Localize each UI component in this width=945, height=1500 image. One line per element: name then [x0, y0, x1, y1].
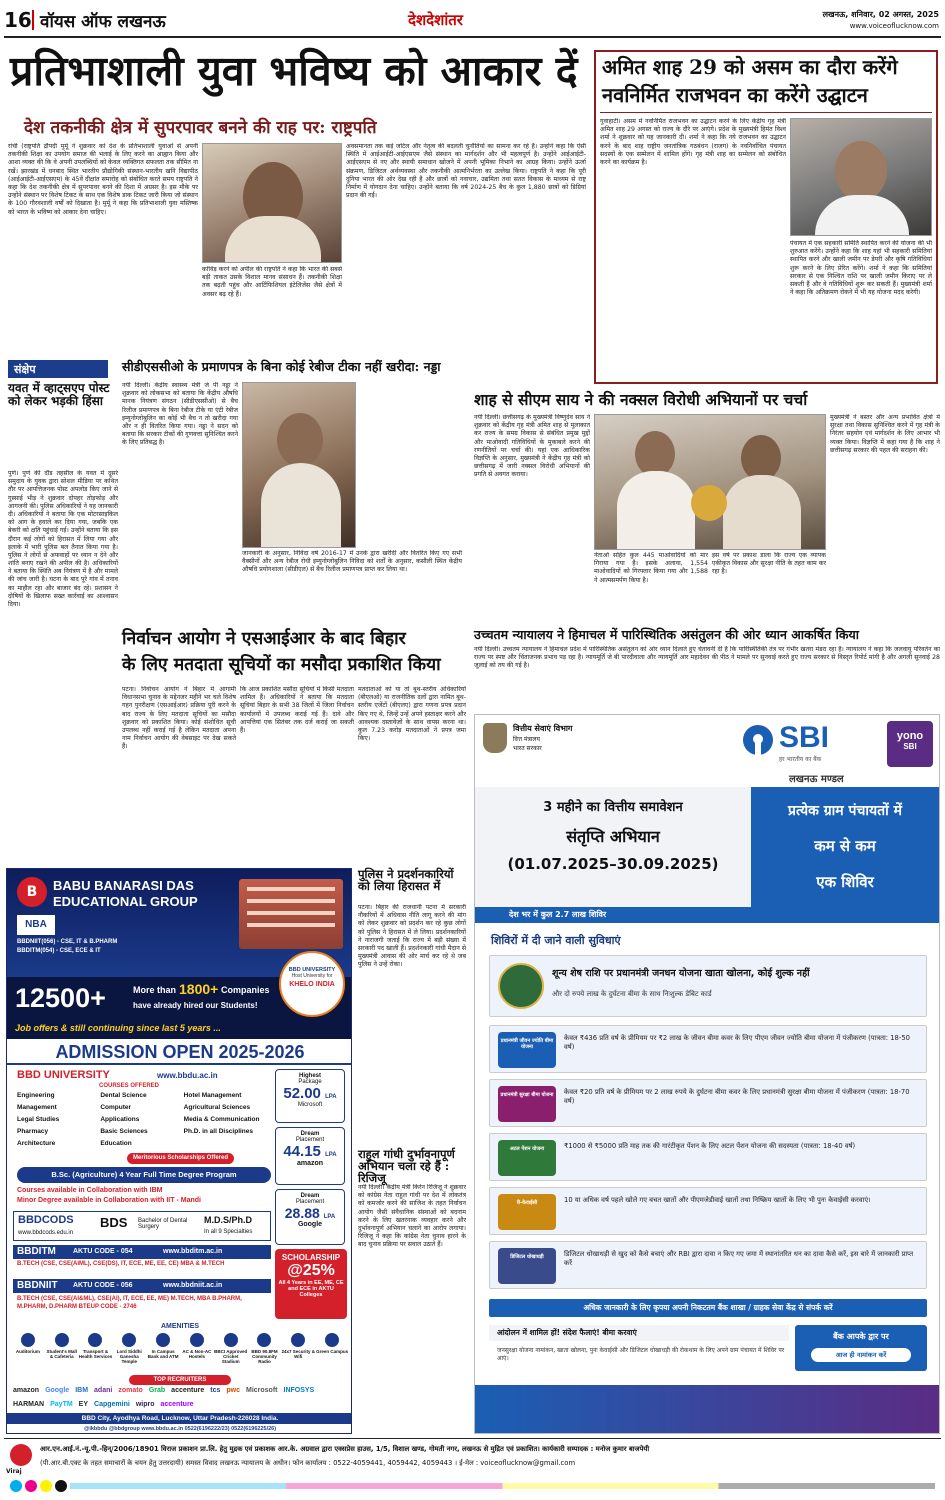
- bbd-tagline: Job offers & still continuing since last 5 years ...: [7, 1023, 352, 1039]
- recruiter-logo: INFOSYS: [283, 1387, 315, 1394]
- package-dream-2: [275, 1189, 345, 1245]
- lead-headline: प्रतिभाशाली युवा भविष्य को आकार दें: [10, 47, 578, 95]
- pkg-lpa-3: LPA: [323, 1214, 336, 1220]
- scheme-badge-icon: प्रधानमंत्री जीवन ज्योति बीमा योजना: [498, 1032, 556, 1068]
- bbd-address: BBD City, Ayodhya Road, Lucknow, Uttar Pradesh-226028 India.: [7, 1413, 352, 1424]
- service-card: [489, 1025, 927, 1073]
- services-title: शिविरों में दी जाने वाली सुविधाएं: [491, 934, 621, 947]
- gp-line-1: प्रत्येक ग्राम पंचायतों में: [788, 803, 902, 819]
- box1-headline-2: नवनिर्मित राजभवन का करेंगे उद्घाटन: [602, 83, 868, 107]
- dept-line-1: वित्तीय सेवाएं विभाग: [513, 724, 573, 733]
- course-item: Media & Communication: [183, 1116, 260, 1123]
- pmjdy-logo-icon: [498, 963, 544, 1009]
- amenity-label: Lord Siddhi Ganesha Temple: [116, 1349, 142, 1364]
- course-item: Agricultural Sciences: [183, 1104, 251, 1111]
- amenity-label: Student's Mall & Cafeteria: [46, 1349, 77, 1359]
- course-item: Pharmacy: [17, 1128, 49, 1135]
- court-body: नयी दिल्ली। उच्चतम न्यायालय ने हिमाचल प्रदेश में पारिस्थितिक असंतुलन को ओर ध्यान दिलाते हुए चेतावनी दी है कि पारिस्थितिकी तंत्र पर गंभीर खतरा मंडरा रहा है। न्यायालय ने कहा कि जलवायु परिवर्तन का राज्य पर स्पष्ट और चिंताजनक प्रभाव पड़ रहा है। न्यायमूर्ति जे बी पारदीवाला और न्यायमूर्ति आर महादेवन की पीठ ने मामले पर सुनवाई करते हुए राज्य सरकार से विस्तृत रिपोर्ट मांगी है और अगली सुनवाई 28 जुलाई को तय की गई है।: [474, 646, 940, 670]
- scholarship-box: [275, 1249, 347, 1319]
- nadda-photo: [242, 382, 356, 548]
- amenity-label: BBD 90.8FM Community Radio: [251, 1349, 278, 1364]
- pkg-value-3: 28.88: [284, 1205, 320, 1221]
- nba-line-2: BBDITM(054) - CSE, ECE & IT: [17, 948, 101, 954]
- recruiter-logo: IBM: [75, 1387, 89, 1394]
- host-line-1: BBD UNIVERSITY: [288, 967, 336, 973]
- campus-building: [239, 879, 343, 949]
- admission-banner: ADMISSION OPEN 2025-2026: [7, 1039, 352, 1065]
- police-body: पटना। बिहार की राजधानी पटना में सरकारी नौकरियों में अधिवास नीति लागू करने की मांग को लेकर शुक्रवार को प्रदर्शन कर रहे कुछ लोगों को पुलिस ने हिरासत में ले लिया। प्रदर्शनकारियों ने नाराजगी जताई कि राज्य में बड़ी संख्या में सरकारी पद खाली हैं। प्रदर्शनकारी गांधी मैदान से मुख्यमंत्री आवास की ओर मार्च कर रहे थे जब पुलिस ने उन्हें रोका।: [358, 904, 466, 969]
- service-text: डिजिटल धोखाधड़ी से खुद को कैसे बचाएं और RBI द्वारा दावा न किए गए जमा में स्थानांतरित धन का दावा कैसे करें, इस बारे में जानकारी प्राप्त करें: [564, 1250, 914, 1268]
- contact-strip: अधिक जानकारी के लिए कृपया अपनी निकटतम बैंक शाखा / ग्राहक सेवा केंद्र से संपर्क करें: [489, 1299, 927, 1317]
- pkg-lpa-1: LPA: [325, 1094, 337, 1100]
- recruiter-logo: accenture: [171, 1387, 205, 1394]
- pkg-label-placement: Placement: [295, 1137, 325, 1143]
- scholarship-pct: @25%: [287, 1262, 335, 1279]
- amit-shah-box: [594, 50, 938, 384]
- bbditm-url[interactable]: www.bbditm.ac.in: [163, 1248, 223, 1255]
- nba-line-1: BBDNIIT(056) - CSE, IT & B.PHARM: [17, 939, 118, 945]
- yono-text: yono: [896, 730, 924, 742]
- amenity-icon: [21, 1333, 35, 1347]
- pkg-value-2: 44.15: [283, 1143, 321, 1160]
- yono-logo: [887, 721, 933, 767]
- dept-line-3: भारत सरकार: [513, 745, 542, 752]
- campaign-line-2: संतृप्ति अभियान: [566, 827, 660, 846]
- amenity-label: BBCI Approved Cricket Stadium: [214, 1349, 248, 1364]
- pmjdy-sub: और दो रुपये लाख के दुर्घटना बीमा के साथ निःशुल्क डेबिट कार्ड: [552, 990, 712, 998]
- scheme-badge-icon: अटल पेंशन योजना: [498, 1140, 556, 1176]
- footer-rule: [4, 1438, 941, 1439]
- service-text: ₹1000 से ₹5000 प्रति माह तक की गारंटीकृत पेंशन के लिए अटल पेंशन योजना की सदस्यता (पात्रता: 18-40 वर्ष): [564, 1142, 856, 1150]
- amenity-icon: [224, 1333, 238, 1347]
- bbdcods-row: [13, 1211, 271, 1241]
- lead-col-1: रांची (राष्ट्रपति द्रौपदी मुर्मू ने शुक्रवार को देश के प्रतिभाशाली युवाओं से अपनी तकनीकी शिक्षा का उपयोग समाज की भलाई के लिए करने का आह्वान किया और आशा व्यक्त की कि वे अपनी उपलब्धियों को केवल व्यक्तिगत सफलता तक सीमित ना रखें। झारखंड में धनबाद स्थित भारतीय प्रौद्योगिकी संस्थान-भारतीय खनि विद्यापीठ (आईआईटी-आईएसएम) के 45वें दीक्षांत समारोह को संबोधित करते समय राष्ट्रपति ने कहा कि देश तकनीकी क्षेत्र में सुपरपावर बनने की दिशा में अग्रसर है। इस मौके पर उन्होंने संस्थान पर विशेष टिकट के साथ एक विशेष डाक टिकट जारी किया जो संस्थान के 100 गौरवशाली वर्षों को दिखाता है। मुर्मू ने कहा कि प्रतिभाशाली युवा मस्तिष्क को भारत के भविष्य को आकार देना चाहिए।: [8, 143, 198, 216]
- mds-label: M.D.S/Ph.D: [204, 1215, 253, 1225]
- recruiter-logo: Google: [45, 1387, 70, 1394]
- sbi-logo-icon: [743, 725, 773, 755]
- lead-col-2: अवसमानता तक कई जटिल और नेतृत्व की बदलती चुनौतियों का सामना कर रहे हैं। उन्होंने कहा कि ऐसी स्थिति में आईआईटी-आईएसएम जैसे संस्थान का मार्गदर्शन और भी महत्वपूर्ण है। उन्होंने आईआईटी-आईएसएम से नए और स्थायी समाधान खोजने में अपनी भूमिका निभाने का आग्रह किया। उन्होंने ऊर्जा संक्रमण, डिजिटल अर्थव्यवस्था और तकनीकी आत्मनिर्भरता का उल्लेख किया। राष्ट्रपति ने कहा कि पूरी दुनिया भारत की ओर देख रही है और छात्रों को नवाचार, उद्यमिता तथा सतत विकास के माध्यम से राष्ट्र निर्माण में योगदान देना चाहिए। उन्होंने बताया कि वर्ष 2024-25 बैच के कुल 1,880 छात्रों को डिग्रियां प्रदान की गईं।: [346, 143, 586, 200]
- service-card: [489, 1187, 927, 1235]
- amenity-icon: [190, 1333, 204, 1347]
- recruiters-logos: [13, 1387, 347, 1413]
- host-line-2: Host University for: [291, 973, 333, 979]
- shah-cm-col-4: इस वर्ष पर प्रकाश डाला कि राज्य एक व्यापक एकीकृत विकास और सुरक्षा नीति के तहत काम कर रहा है।: [712, 552, 826, 576]
- sbi-tagline: हर भारतीय का बैंक: [779, 756, 822, 763]
- amenity-icon: [325, 1333, 339, 1347]
- pkg-label-placement-2: Placement: [295, 1199, 325, 1205]
- masthead: [0, 0, 945, 38]
- bbd-brand-1: BABU BANARASI DAS: [53, 878, 194, 893]
- amenity-label: Auditorium: [15, 1349, 40, 1354]
- course-item: Applications: [100, 1116, 140, 1123]
- gp-line-2: कम से कम: [814, 837, 876, 855]
- lead-subhead: देश तकनीकी क्षेत्र में सुपरपावर बनने की राह पर: राष्ट्रपति: [24, 118, 377, 138]
- police-headline: पुलिस ने प्रदर्शनकारियों को लिया हिरासत में: [358, 867, 454, 894]
- amenity-label: Green Campus: [316, 1349, 349, 1354]
- rahul-body: नयी दिल्ली। केंद्रीय मंत्री किरेन रिजिजू ने शुक्रवार को कांग्रेस नेता राहुल गांधी पर देश में लोकतंत्र को कमजोर करने की साजिश के तहत निर्वाचन आयोग जैसी संवैधानिक संस्थाओं को बदनाम करने के लिए खतरनाक व्यवहार करने और दुर्भावनापूर्ण अभियान चलाने का आरोप लगाया। रिजिजू ने कहा कि कांग्रेस नेता चुनाव हारने के बाद चुनाव प्रक्रिया पर सवाल उठाते हैं।: [358, 1184, 466, 1249]
- shah-cm-headline: शाह से सीएम साय ने की नक्सल विरोधी अभियानों पर चर्चा: [474, 390, 808, 409]
- sbi-bottom-band: [475, 1385, 940, 1434]
- bbdniit-name: BBDNIIT: [17, 1280, 58, 1291]
- ec-headline-1: निर्वाचन आयोग ने एसआईआर के बाद बिहार: [122, 629, 406, 649]
- masthead-separator: [32, 10, 34, 30]
- recruiter-logo: wipro: [135, 1401, 155, 1408]
- course-item: Education: [100, 1140, 132, 1147]
- sbi-logo-text: SBI: [779, 721, 830, 754]
- ec-col-3: मतदाताओं को या तो बूथ-स्तरीय अधिकारियों (बीएलओ) या राजनीतिक दलों द्वारा नामित बूथ-स्तरीय एजेंटों (बीएलए) द्वारा गणना प्रपत्र प्रदान किए गए थे, जिन्हें उन्हें अपने हस्ताक्षर करने और आवश्यक दस्तावेजों के साथ वापस करना था। कुल 7.23 करोड़ मतदाताओं ने प्रपत्र जमा किए।: [358, 686, 466, 743]
- bbditm-courses: B.TECH (CSE, CSE(AIML), CSE(DS), IT, ECE, ME, EE, CE) MBA & M.TECH: [17, 1261, 225, 1267]
- merit-badge: Meritorious Scholarships Offered: [127, 1153, 234, 1164]
- course-item: Basic Sciences: [100, 1128, 148, 1135]
- campaign-panel: [475, 787, 751, 923]
- courses-offered-title: COURSES OFFERED: [99, 1083, 160, 1089]
- amenities-row: [11, 1333, 349, 1373]
- courses-grid: [17, 1091, 267, 1151]
- scheme-badge-icon: डिजिटल धोखाधड़ी: [498, 1248, 556, 1284]
- brief-tag: संक्षेप: [8, 360, 108, 378]
- bbditm-row: [13, 1245, 271, 1275]
- section-name: देशदेशांतर: [408, 11, 463, 29]
- cmyk-strip: [10, 1480, 935, 1494]
- nba-badge: NBA: [17, 915, 55, 935]
- univ-url[interactable]: www.bbdu.ac.in: [157, 1071, 218, 1080]
- amenity-icon: [156, 1333, 170, 1347]
- bds-label: BDS: [100, 1215, 128, 1230]
- package-dream-1: [275, 1127, 345, 1185]
- pkg-lpa-2: LPA: [325, 1152, 337, 1158]
- collab-iit: Minor Degree available in Collaboration with IIT - Mandi: [17, 1197, 201, 1204]
- bds-sub: Bachelor of Dental Surgery: [138, 1218, 188, 1230]
- pmjdy-card: [489, 955, 927, 1017]
- amenity-label: AC & Non-AC Hostels: [182, 1349, 212, 1359]
- brief-body: पुणे। पुणे की दौंड तहसील के यवत में दूसरे समुदाय के युवक द्वारा सोशल मीडिया पर कथित तौर पर आपत्तिजनक पोस्ट अपलोड किए जाने से गुस्साई भीड़ ने शुक्रवार दोपहर तोड़फोड़ और आगजनी की। पुलिस अधिकारियों ने यह जानकारी दी। अधिकारियों ने बताया कि एक मोटरसाइकिल को आग के हवाले कर दिया गया, जबकि एक बेकरी को क्षति पहुंचाई गई। उन्होंने बताया कि इस दौरान कई लोगों को हिरासत में लिया गया और इलाके में भारी पुलिस बल तैनात किया गया है। पुलिस ने लोगों से अफवाहों पर ध्यान न देने और शांति बनाए रखने की अपील की है। अधिकारियों ने बताया कि स्थिति अब नियंत्रण में है और मामले की जांच जारी है। घटना के बाद पूरे गांव में तनाव का माहौल रहा और बाजार बंद रहे। प्रशासन ने दोषियों के खिलाफ सख्त कार्रवाई का आश्वासन दिया।: [8, 470, 118, 608]
- bbdniit-code: AKTU CODE - 056: [73, 1282, 133, 1289]
- recruiter-logo: adani: [94, 1387, 113, 1394]
- ec-col-1: पटना। निर्वाचन आयोग ने बिहार में आगामी विधानसभा चुनाव के मद्देनजर महीने भर चले विशेष गहन पुनरीक्षण (एसआईआर) प्रक्रिया पूरी करने के बाद राज्य के लिए मतदाता सूचियों का मसौदा शुक्रवार को प्रकाशित किया। कोई संशोधित सूची उपलब्ध नहीं कराई गई है लेकिन मतदाता अपना नाम निर्वाचन आयोग की वेबसाइट पर देख सकते हैं।: [122, 686, 236, 751]
- shah-cm-col-1: नयी दिल्ली। छत्तीसगढ़ के मुख्यमंत्री विष्णुदेव साय ने शुक्रवार को केंद्रीय गृह मंत्री अमित शाह से मुलाकात कर राज्य के समग्र विकास से संबंधित प्रमुख मुद्दों और माओवादी गतिविधियों के मुकाबले करने की रणनीतियों पर चर्चा की। यहां एक आधिकारिक विज्ञप्ति के अनुसार, मुख्यमंत्री ने केंद्रीय गृह मंत्री को छत्तीसगढ़ में जारी नक्सल विरोधी अभियानों की प्रगति से अवगत कराया।: [474, 414, 590, 479]
- govt-emblem-icon: [483, 723, 507, 753]
- recruiter-logo: tcs: [210, 1387, 221, 1394]
- shah-cm-col-3: नेताओं सहित कुल 445 माओवादियों को मार गिराया गया है। इसके अलावा, 1,554 माओवादियों को गिरफ्तार किया गया और 1,588 ने आत्मसमर्पण किया है।: [594, 552, 708, 584]
- bbd-advertisement: [6, 868, 352, 1434]
- shah-cm-col-2: मुख्यमंत्री ने बस्तर और अन्य प्रभावित क्षेत्रों में सुरक्षा तथा विकास सुनिश्चित करने में गृह मंत्री के निरंतर सहयोग एवं मार्गदर्शन के लिए आभार भी व्यक्त किया। विज्ञप्ति में कहा गया है कि शाह ने छत्तीसगढ़ सरकार की पहल की सराहना की।: [830, 414, 940, 454]
- service-text: 10 या अधिक वर्ष पहले खोले गए बचत खातों और पीएमजेडीवाई खातों तथा निष्क्रिय खातों के लिए भी पुनः केवाईसी करवाएं।: [564, 1196, 871, 1204]
- course-item: Hotel Management: [183, 1092, 242, 1099]
- recruiter-logo: accenture: [160, 1401, 194, 1408]
- recruiter-logo: pwc: [226, 1387, 240, 1394]
- bbd-brand-2: EDUCATIONAL GROUP: [53, 894, 198, 909]
- bbd-social: @ikbbdu @bbdgroup www.bbdu.ac.in 0522(6196222/23) 0522(6196225/26): [83, 1426, 277, 1432]
- campaign-dates: (01.07.2025–30.09.2025): [507, 855, 719, 873]
- recruiter-logo: Capgemini: [94, 1401, 130, 1408]
- campaign-line-1: 3 महीने का वित्तीय समावेशन: [543, 800, 683, 815]
- recruiter-logo: HARMAN: [13, 1401, 45, 1408]
- bbdniit-url[interactable]: www.bbdniit.ac.in: [163, 1282, 223, 1289]
- stat-text-3: have already hired our Students!: [133, 1001, 258, 1010]
- box1-col-2: पंचायत में एक सहकारी समिति स्थापित करने की योजना की भी शुरुआत करेंगे। उन्होंने कहा कि शाह यहां भी सहकारी समितियां स्थापित करने और खाली जमीन पर डेयरी और कृषि गतिविधियां शुरू करने के लिए प्रेरित करेंगे। शर्मा ने कहा कि समितियां सरकार से एक निश्चित राशि पर खाली जमीन किराए पर ले सकती हैं और वे गतिविधियों शुरू कर सकती हैं। मुख्यमंत्री शर्मा ने कहा कि अतिक्रमण रोकने में भी यह योजना मदद करेगी।: [790, 240, 932, 297]
- cta-title: बैंक आपके द्वार पर: [833, 1332, 889, 1341]
- pkg-company-3: Google: [297, 1221, 323, 1228]
- course-item: Management: [17, 1104, 57, 1111]
- amit-shah-photo: [790, 118, 932, 236]
- masthead-rule: [4, 36, 941, 38]
- host-line-3: KHELO INDIA: [289, 981, 335, 988]
- ec-headline-2: के लिए मतदाता सूचियों का मसौदा प्रकाशित किया: [122, 655, 441, 675]
- yono-sub: SBI: [903, 742, 917, 751]
- package-highest: [275, 1069, 345, 1123]
- president-photo: [202, 143, 342, 263]
- bbdniit-courses: B.TECH (CSE, CSE(AI&ML), CSE(AI), IT, ECE, EE, ME) M.TECH, MBA B.PHARM, M.PHARM, D.PHARM BTEUP CODE - 2746: [17, 1296, 242, 1310]
- camps-strip: देश भर में कुल 2.7 लाख शिविर: [475, 907, 751, 923]
- sbi-advertisement: [474, 714, 940, 1434]
- page-number: 16: [4, 8, 32, 32]
- court-headline: उच्चतम न्यायालय ने हिमाचल में पारिस्थितिक असंतुलन की ओर ध्यान आकर्षित किया: [474, 627, 859, 642]
- course-item: Dental Science: [100, 1092, 147, 1099]
- bbditm-name: BBDITM: [17, 1246, 56, 1257]
- recruiter-logo: zomato: [118, 1387, 143, 1394]
- lead-photo-caption: कोविड़ करने को अपील की राष्ट्रपति ने कहा कि भारत की सबसे बड़ी ताकत उसके विशाल मानव संसाधन हैं। तकनीकी शिक्षा तक बढ़ती पहुंच और आर्टिफिशियल इंटेलिजेंस जैसे क्षेत्रों में अवसर बढ़ रहे हैं।: [202, 266, 342, 298]
- pkg-label-1: Highest: [298, 1073, 321, 1079]
- stat-text-1: More than: [133, 985, 177, 995]
- course-item: Ph.D. in all Disciplines: [183, 1128, 254, 1135]
- pkg-company-2: amazon: [296, 1160, 324, 1167]
- pkg-label-2: Package: [298, 1079, 322, 1085]
- gp-panel: [751, 787, 939, 923]
- site-url[interactable]: www.voiceoflucknow.com: [849, 22, 939, 30]
- paper-name: वॉयस ऑफ लखनऊ: [40, 12, 166, 32]
- dept-line-2: वित्त मंत्रालय: [513, 736, 540, 743]
- recruiter-logo: Grab: [148, 1387, 166, 1394]
- amenity-icon: [88, 1333, 102, 1347]
- amenity-label: In Campus Bank and ATM: [147, 1349, 179, 1359]
- gp-line-3: एक शिविर: [816, 873, 874, 891]
- collab-ibm: Courses available in Collaboration with IBM: [17, 1187, 163, 1194]
- nadda-col-2: जानकारी के अनुसार, निविदा वर्ष 2016-17 में उनके द्वारा खरीदी और वितरित किए गए सभी वैक्सीनों और अन्य रेबीज रोधी इम्युनोग्लोबुलिन निविदा को शर्तों के अनुसार, कसौली स्थित केंद्रीय औषधि प्रयोगशाला (सीडीएल) से बैच रिलीज प्रमाणपत्र प्राप्त कर लिया था।: [242, 550, 462, 574]
- bbd-logo-icon: B: [17, 877, 47, 907]
- course-item: Engineering: [17, 1092, 55, 1099]
- recruiters-title: TOP RECRUITERS: [129, 1375, 231, 1385]
- bsc-banner: B.Sc. (Agriculture) 4 Year Full Time Degree Program: [17, 1167, 271, 1183]
- bbdcods-url[interactable]: www.bbdcods.edu.in: [18, 1230, 74, 1236]
- amenity-icon: [291, 1333, 305, 1347]
- viraj-logo-icon: [10, 1444, 32, 1466]
- course-item: Computer: [100, 1104, 132, 1111]
- bbdcods-name: BBDCODS: [18, 1214, 74, 1226]
- scholarship-title: SCHOLARSHIP: [281, 1253, 341, 1262]
- service-card: [489, 1241, 927, 1289]
- issue-date: लखनऊ, शनिवार, 02 अगस्त, 2025: [822, 10, 939, 19]
- ec-col-2: कि आज प्रकाशित मसौदा सूचियों में किसी मतदाता शामिल हैं। अधिकारियों ने बताया कि मतदाता सूचियां बिहार के सभी 38 जिलों में जिला निर्वाचन कार्यालयों में उपलब्ध कराई गई हैं। दावे और आपत्तियां एक सितंबर तक दर्ज कराई जा सकती हैं।: [240, 686, 354, 734]
- recruiter-logo: EY: [78, 1401, 89, 1408]
- campaign-join: आंदोलन में शामिल हों! संदेश फैलाएं! बीमा करवाएं: [489, 1325, 789, 1341]
- amenities-title: AMENITIES: [160, 1323, 200, 1330]
- bbd-stat-strip: [7, 967, 352, 1023]
- amenity-icon: [55, 1333, 69, 1347]
- service-card: [489, 1133, 927, 1181]
- box1-col-1: गुवाहाटी। असम में नवनिर्मित राजभवन का उद्घाटन करने के लिए केंद्रीय गृह मंत्री अमित शाह 29 अगस्त को राज्य के दौरे पर आएंगे। प्रदेश के मुख्यमंत्री हिमंत विश्व शर्मा ने शुक्रवार को यह जानकारी दी। शर्मा ने कहा कि नये राजभवन का उद्घाटन करने के बाद शाह राष्ट्रीय जनतांत्रिक गठबंधन (राजग) के नवनिर्वाचित पंचायत सदस्यों के एक सम्मेलन में शामिल होंगे। गृह मंत्री शाह का सम्मेलन को संबोधित करने का कार्यक्रम है।: [600, 118, 786, 166]
- scheme-badge-icon: री-केवाईसी: [498, 1194, 556, 1230]
- amenity-label: Transport & Health Services: [78, 1349, 113, 1359]
- amenity-label: 24x7 Security & Wifi: [281, 1349, 316, 1359]
- nadda-col-1: नयी दिल्ली। केंद्रीय स्वास्थ्य मंत्री जे पी नड्डा ने शुक्रवार को लोकसभा को बताया कि केंद्रीय औषधि मानक नियंत्रण संगठन (सीडीएससीओ) से बैच रिलीज प्रमाणपत्र के बिना रेबीज टीके या एंटी रेबीज इम्युनोग्लोबुलिन का कोई भी बैच न तो खरीदा गया और न ही वितरित किया गया। नड्डा ने सदन को बताया कि सरकार टीकों की गुणवत्ता सुनिश्चित करने के लिए प्रतिबद्ध है।: [122, 382, 238, 447]
- shah-cm-photo: [594, 414, 826, 550]
- pkg-label-dream: Dream: [300, 1131, 320, 1137]
- cta-box: [795, 1325, 927, 1371]
- box1-headline-1: अमित शाह 29 को असम का दौरा करेंगे: [602, 55, 898, 79]
- nadda-headline: सीडीएससीओ के प्रमाणपत्र के बिना कोई रेबीज टीका नहीं खरीदा: नड्डा: [122, 359, 441, 374]
- stat-big: 12500+: [15, 983, 106, 1013]
- stat-1800: 1800+: [179, 981, 219, 997]
- pkg-company-1: Microsoft: [297, 1102, 323, 1108]
- service-text: केवल ₹436 प्रति वर्ष के प्रीमियम पर ₹2 लाख के जीवन बीमा कवर के लिए पीएम जीवन ज्योति बीमा योजना में पंजीकरण (पात्रता: 18-50 वर्ष): [564, 1034, 910, 1052]
- recruiter-logo: Microsoft: [246, 1387, 278, 1394]
- service-text: केवल ₹20 प्रति वर्ष के प्रीमियम पर 2 लाख रुपये के दुर्घटना बीमा कवर के लिए प्रधानमंत्री सुरक्षा बीमा योजना में पंजीकरण (पात्रता: 18-70 वर्ष): [564, 1088, 910, 1106]
- amenity-icon: [257, 1333, 271, 1347]
- mandal-label: लखनऊ मण्डल: [789, 774, 844, 785]
- recruiter-logo: PayTM: [50, 1401, 73, 1408]
- recruiter-logo: amazon: [13, 1387, 40, 1394]
- service-card: [489, 1079, 927, 1127]
- course-item: Legal Studies: [17, 1116, 60, 1123]
- footer-imprint-2: (पी.आर.बी.एक्ट के तहत समाचारों के चयन हेतु उत्तरदायी) समस्त विवाद लखनऊ न्यायालय के अधीन। फोन कार्यालय : 0522-4059441, 4059442, 4059443 । ई-मेल : voiceoflucknow@gmail.com: [40, 1459, 576, 1467]
- pkg-label-dream-2: Dream: [300, 1193, 320, 1199]
- pkg-value-1: 52.00: [283, 1085, 321, 1102]
- scholarship-note: All 4 Years in EE, ME, CE and ECE in AKTU Colleges: [278, 1280, 344, 1298]
- footer-imprint: आर.एन.आई.नं.-यू.पी.-हिन्/2006/18901 विराज प्रकाशन प्रा.लि. हेतु मुद्रक एवं प्रकाशक आर.के. अग्रवाल द्वारा एक्सप्रेस हाउस, 1/5, विशाल खण्ड, गोमती नगर, लखनऊ से मुद्रित एवं प्रकाशित। कार्यकारी सम्पादक : मनोज कुमार बाजपेयी: [40, 1445, 650, 1453]
- course-item: Architecture: [17, 1140, 56, 1147]
- campaign-note: जनसुरक्षा योजना नामांकन, खाता खोलना, पुनः केवाईसी और डिजिटल धोखाधड़ी की रोकथाम के लिए अपने ग्राम पंचायत में शिविर पर आएं।: [497, 1347, 785, 1363]
- bbditm-code: AKTU CODE - 054: [73, 1248, 133, 1255]
- amenity-icon: [122, 1333, 136, 1347]
- stat-text-2: Companies: [221, 985, 270, 995]
- mds-sub: In all 9 Specialties: [204, 1229, 253, 1235]
- rahul-headline: राहुल गांधी दुर्भावनापूर्ण अभियान चला रहे हैं : रिजिजू: [358, 1147, 455, 1186]
- brief-headline: यवत में व्हाट्सएप पोस्ट को लेकर भड़की हिंसा: [8, 381, 110, 408]
- univ-name: BBD UNIVERSITY: [17, 1069, 110, 1081]
- cta-button[interactable]: आज ही नामांकन करें: [811, 1348, 911, 1362]
- pmjdy-title: शून्य शेष राशि पर प्रधानमंत्री जनधन योजना खाता खोलना, कोई शुल्क नहीं: [552, 968, 810, 979]
- bbdniit-row: [13, 1279, 271, 1319]
- viraj-label: Viraj: [6, 1468, 22, 1475]
- host-badge: [279, 951, 345, 1017]
- scheme-badge-icon: प्रधानमंत्री सुरक्षा बीमा योजना: [498, 1086, 556, 1122]
